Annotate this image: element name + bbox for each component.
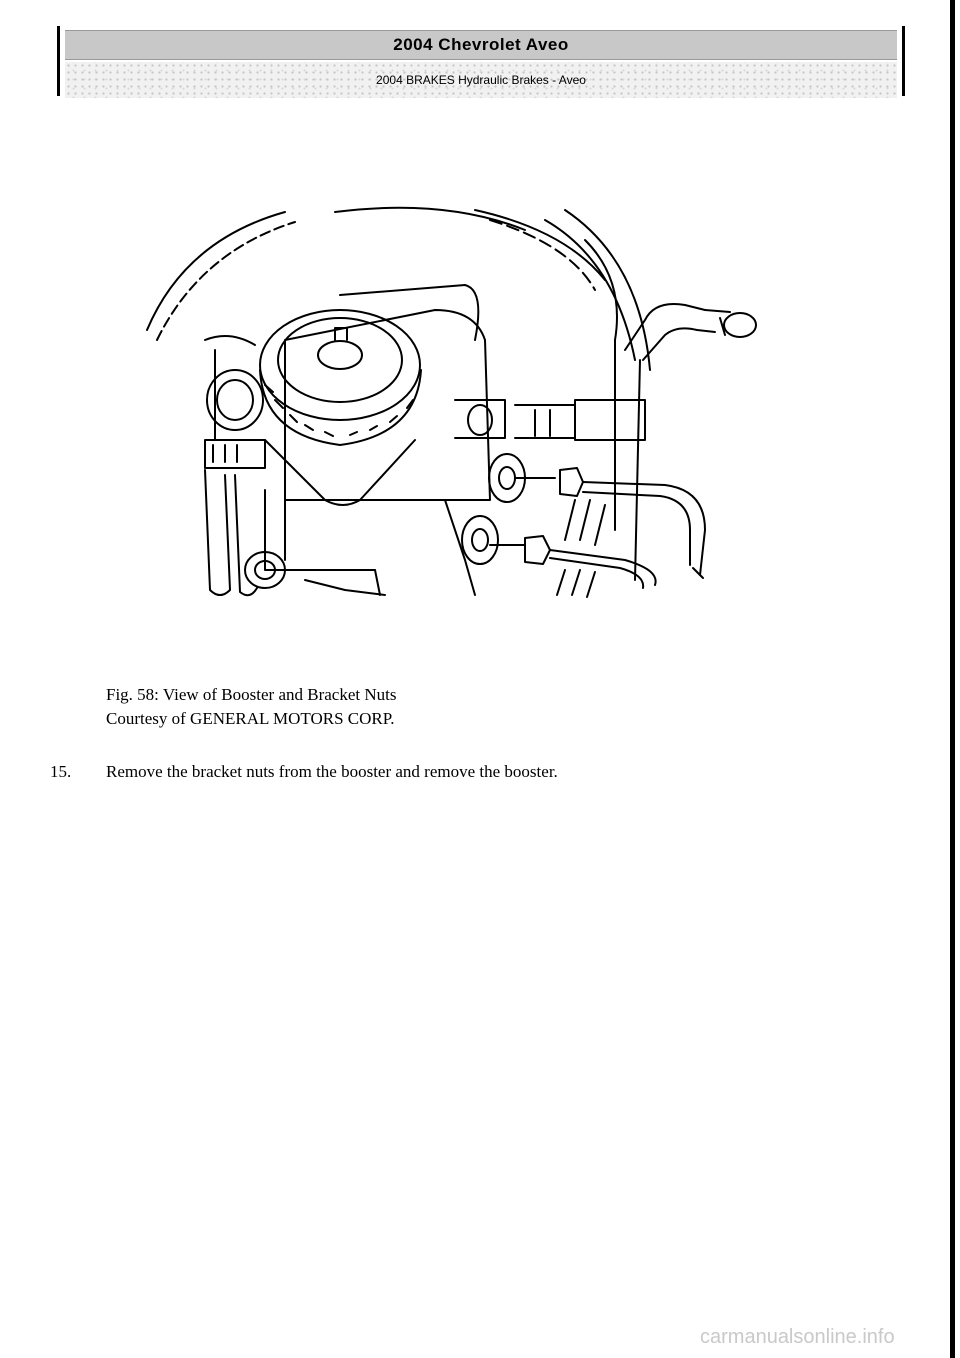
document-header [57,26,905,96]
watermark-logo: carmanualsonline.info [700,1326,895,1348]
procedure-step [50,762,558,782]
figure-caption-title: Fig. 58: View of Booster and Bracket Nuts [106,685,397,704]
figure-caption-courtesy: Courtesy of GENERAL MOTORS CORP. [106,709,395,728]
header-rule-right [902,26,905,96]
header-title: 2004 Chevrolet Aveo [65,30,897,60]
page-border-right [950,0,955,1358]
header-subtitle: 2004 BRAKES Hydraulic Brakes - Aveo [65,62,897,98]
step-number: 15. [50,762,72,781]
header-rule-left [57,26,60,96]
step-text: Remove the bracket nuts from the booster and remove the booster. [106,762,558,781]
figure-caption [106,683,396,731]
booster-bracket-illustration [145,200,765,610]
